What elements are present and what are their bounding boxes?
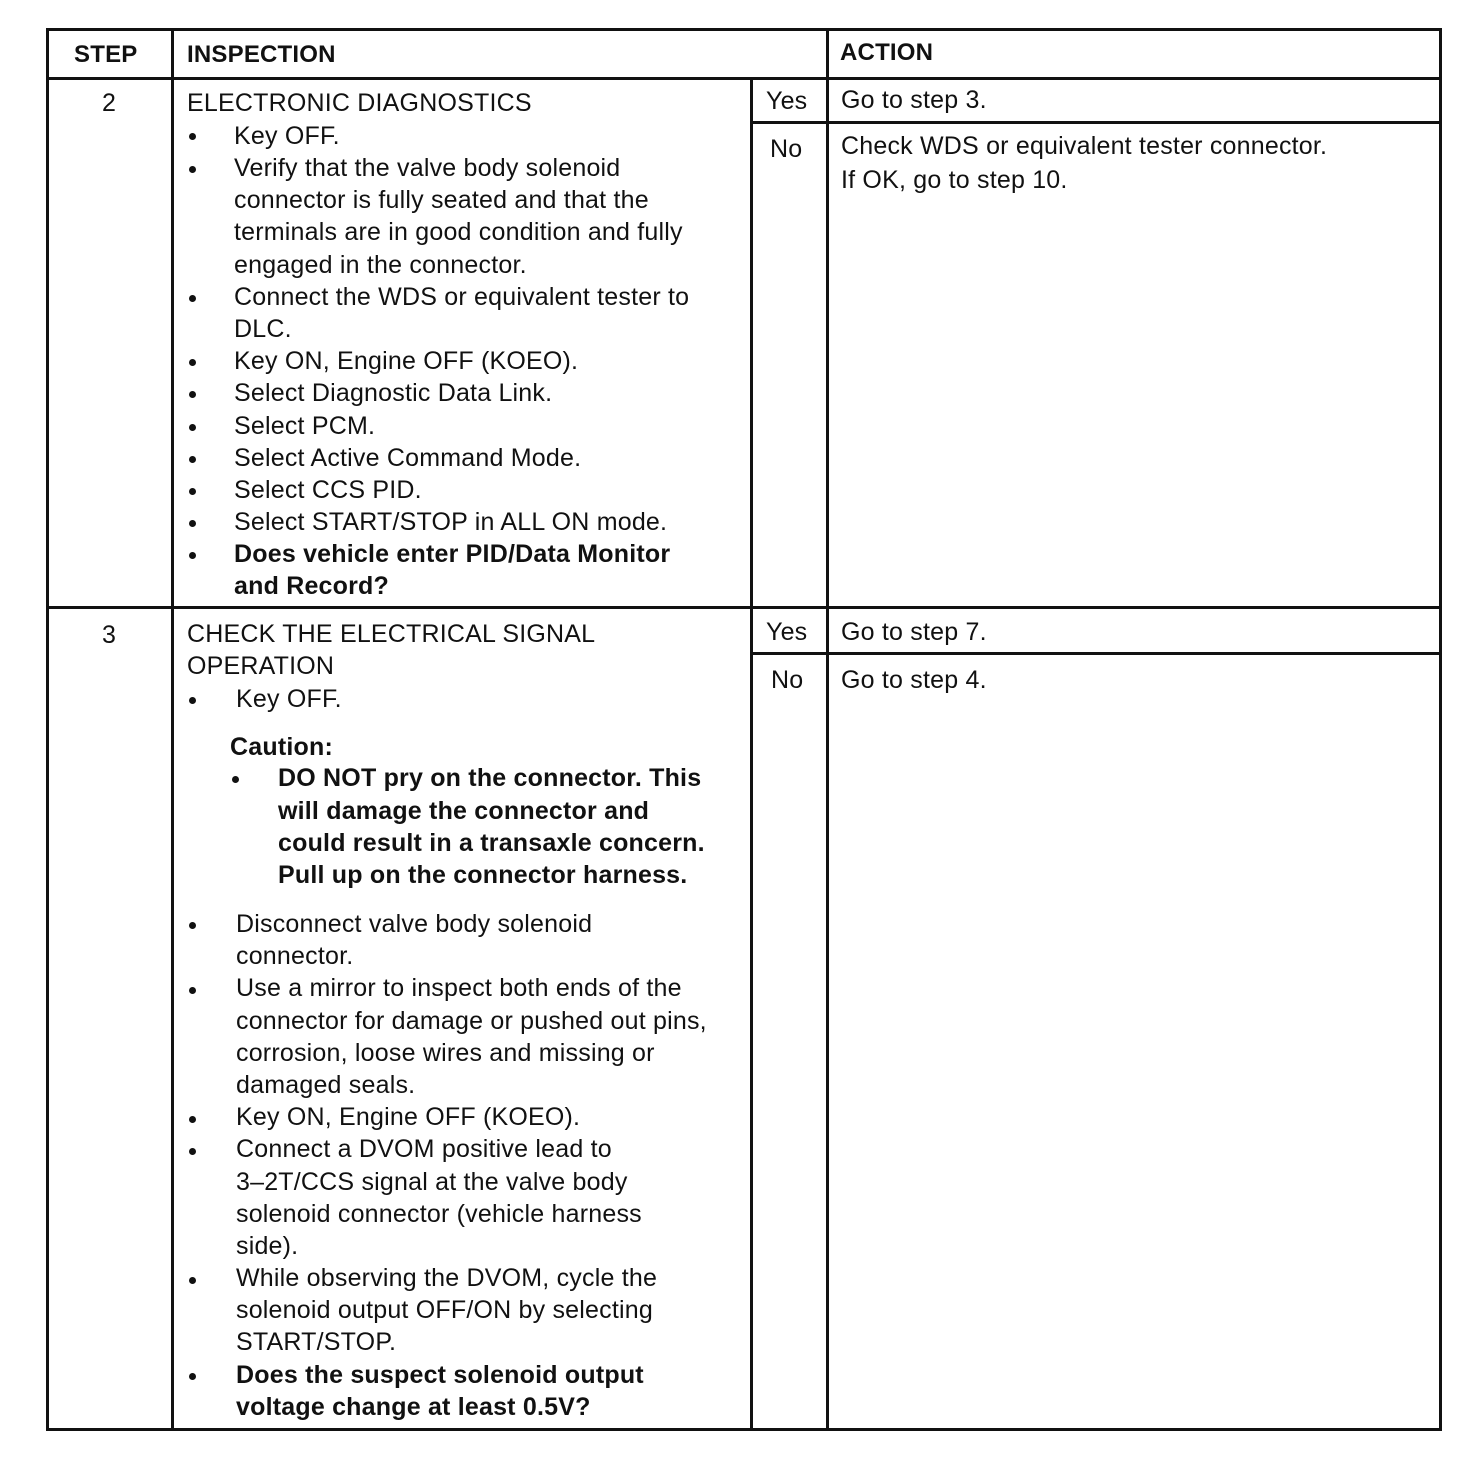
header-action: ACTION	[840, 39, 934, 66]
bullet-icon	[189, 359, 196, 366]
step-number: 2	[102, 89, 117, 117]
header-step: STEP	[74, 41, 138, 68]
rule-step-divider	[46, 606, 1442, 609]
rule-step-col	[171, 28, 174, 1431]
inspection-title: ELECTRONIC DIAGNOSTICS	[187, 89, 532, 117]
inspection-line: Key OFF.	[236, 685, 342, 713]
inspection-line: side).	[236, 1232, 299, 1260]
bullet-icon	[189, 391, 196, 398]
bullet-icon	[189, 166, 196, 173]
inspection-line: Key ON, Engine OFF (KOEO).	[236, 1103, 581, 1131]
caution-line: could result in a transaxle concern.	[278, 829, 705, 857]
inspection-question: Does the suspect solenoid output	[236, 1361, 644, 1389]
bullet-icon	[189, 520, 196, 527]
yes-label: Yes	[766, 618, 808, 646]
bullet-icon	[189, 1116, 196, 1123]
yes-action: Go to step 7.	[841, 618, 987, 646]
caution-label: Caution:	[230, 733, 333, 761]
header-inspection: INSPECTION	[187, 41, 336, 68]
rule-step2-yes	[750, 121, 1442, 124]
bullet-icon	[189, 295, 196, 302]
inspection-line: engaged in the connector.	[234, 251, 527, 279]
caution-line: Pull up on the connector harness.	[278, 861, 688, 889]
inspection-line: damaged seals.	[236, 1071, 416, 1099]
inspection-line: While observing the DVOM, cycle the	[236, 1264, 658, 1292]
bullet-icon	[189, 697, 196, 704]
inspection-question: voltage change at least 0.5V?	[236, 1393, 591, 1421]
inspection-line: 3–2T/CCS signal at the valve body	[236, 1168, 628, 1196]
bullet-icon	[189, 1277, 196, 1284]
inspection-line: solenoid connector (vehicle harness	[236, 1200, 642, 1228]
inspection-question: Does vehicle enter PID/Data Monitor	[234, 540, 671, 568]
inspection-line: Verify that the valve body solenoid	[234, 154, 621, 182]
inspection-line: DLC.	[234, 315, 292, 343]
rule-right	[1439, 28, 1442, 1431]
inspection-line: Use a mirror to inspect both ends of the	[236, 974, 682, 1002]
inspection-line: connector is fully seated and that the	[234, 186, 649, 214]
inspection-line: connector.	[236, 942, 354, 970]
bullet-icon	[189, 456, 196, 463]
inspection-line: Select PCM.	[234, 412, 376, 440]
inspection-line: Select CCS PID.	[234, 476, 422, 504]
rule-step3-yes	[750, 652, 1442, 655]
inspection-title: CHECK THE ELECTRICAL SIGNAL	[187, 620, 596, 648]
inspection-question: and Record?	[234, 572, 389, 600]
bullet-icon	[189, 987, 196, 994]
inspection-line: solenoid output OFF/ON by selecting	[236, 1296, 653, 1324]
inspection-line: corrosion, loose wires and missing or	[236, 1039, 655, 1067]
bullet-icon	[189, 133, 196, 140]
inspection-line: Key ON, Engine OFF (KOEO).	[234, 347, 579, 375]
bullet-icon	[189, 1373, 196, 1380]
caution-line: will damage the connector and	[278, 797, 650, 825]
inspection-line: Key OFF.	[234, 122, 340, 150]
no-action: If OK, go to step 10.	[841, 166, 1068, 194]
inspection-line: START/STOP.	[236, 1328, 397, 1356]
rule-action-col	[826, 28, 829, 1431]
yes-action: Go to step 3.	[841, 86, 987, 114]
yes-label: Yes	[766, 87, 808, 115]
step-number: 3	[102, 621, 117, 649]
rule-header-bottom	[46, 77, 1442, 80]
bullet-icon	[189, 922, 196, 929]
rule-yesno-col	[750, 77, 753, 1431]
no-label: No	[771, 666, 804, 694]
rule-top	[46, 28, 1442, 31]
inspection-line: Select Diagnostic Data Link.	[234, 379, 553, 407]
bullet-icon	[189, 1148, 196, 1155]
bullet-icon	[189, 424, 196, 431]
inspection-line: terminals are in good condition and fully	[234, 218, 683, 246]
inspection-line: Connect a DVOM positive lead to	[236, 1135, 612, 1163]
bullet-icon	[189, 488, 196, 495]
caution-line: DO NOT pry on the connector. This	[278, 764, 702, 792]
inspection-title: OPERATION	[187, 652, 335, 680]
inspection-line: Connect the WDS or equivalent tester to	[234, 283, 690, 311]
rule-bottom	[46, 1428, 1442, 1431]
bullet-icon	[232, 776, 239, 783]
rule-left	[46, 28, 49, 1431]
inspection-line: Select Active Command Mode.	[234, 444, 582, 472]
no-label: No	[770, 135, 803, 163]
bullet-icon	[189, 552, 196, 559]
inspection-line: Select START/STOP in ALL ON mode.	[234, 508, 668, 536]
inspection-line: Disconnect valve body solenoid	[236, 910, 593, 938]
inspection-line: connector for damage or pushed out pins,	[236, 1007, 707, 1035]
no-action: Check WDS or equivalent tester connector.	[841, 132, 1328, 160]
no-action: Go to step 4.	[841, 666, 987, 694]
